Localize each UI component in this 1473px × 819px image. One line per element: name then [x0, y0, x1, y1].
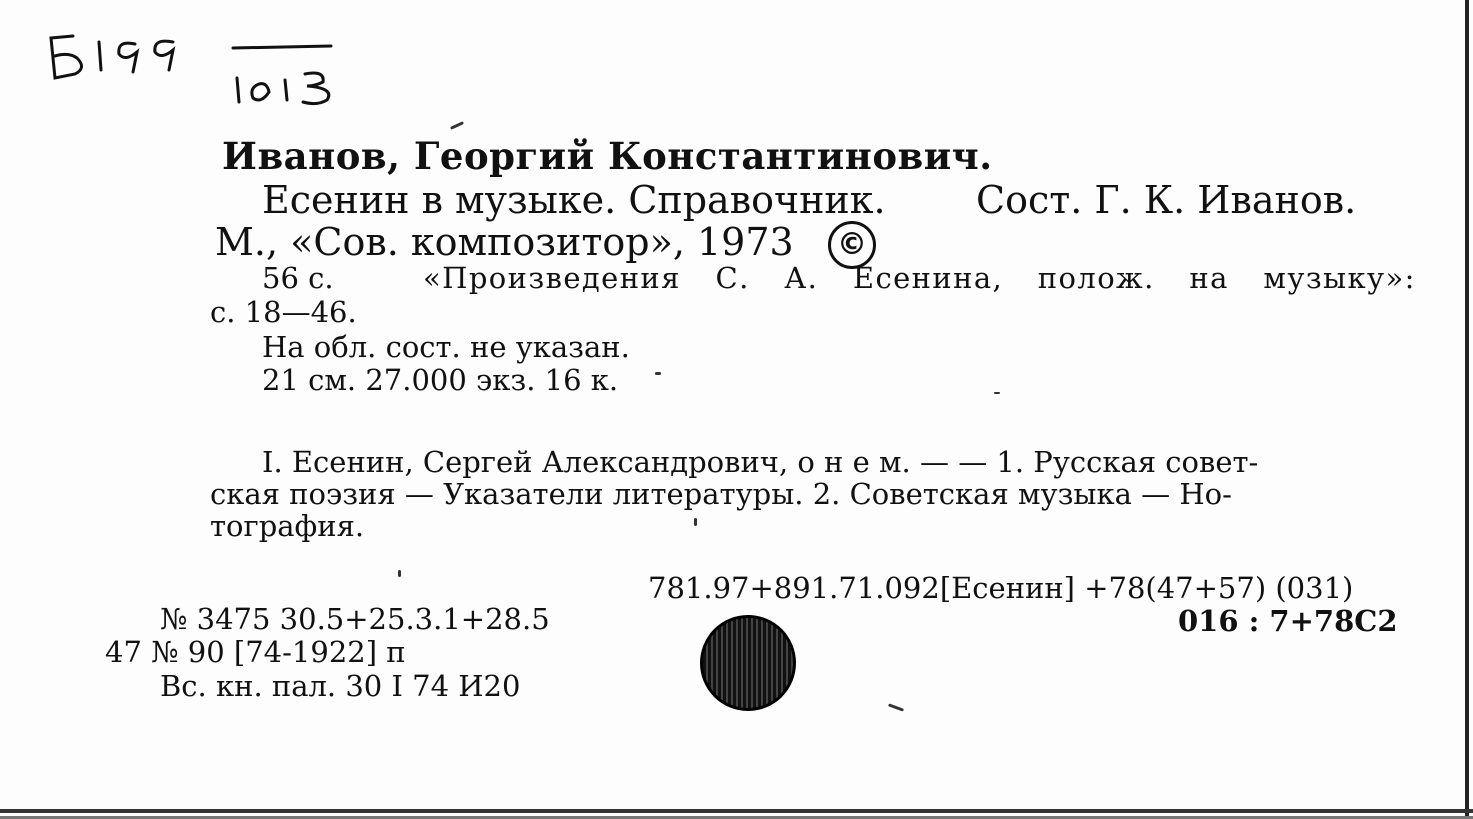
copyright-icon: © — [828, 221, 876, 269]
ink-speck — [398, 570, 401, 577]
ink-speck — [450, 121, 464, 130]
cover-note: На обл. сост. не указан. — [262, 330, 630, 364]
udc-code: 781.97+891.71.092[Есенин] +78(47+57) (031) — [648, 571, 1354, 605]
punch-hole — [700, 615, 796, 711]
compiler: Сост. Г. К. Иванов. — [976, 178, 1357, 222]
bbk-code: 016 : 7+78С2 — [1178, 604, 1398, 638]
subject-line-3: тография. — [210, 509, 365, 543]
book-title: Есенин в музыке. Справочник. — [262, 178, 886, 222]
registry-number: 47 № 90 [74-1922] п — [105, 635, 406, 669]
publisher-line: М., «Сов. композитор», 1973 — [215, 220, 794, 264]
ink-speck — [994, 392, 1000, 394]
works-pages: с. 18—46. — [210, 295, 357, 329]
card-edge-bottom — [0, 809, 1473, 813]
book-chamber-line: Вс. кн. пал. 30 I 74 И20 — [160, 669, 521, 703]
handwritten-shelfmark — [45, 30, 355, 110]
subject-line-2: ская поэзия — Указатели литературы. 2. Советская музыка — Но- — [210, 477, 1232, 511]
ink-speck — [655, 372, 661, 375]
subject-line-1: I. Есенин, Сергей Александрович, о н е м. — — 1. Русская совет- — [262, 445, 1259, 479]
record-number: № 3475 30.5+25.3.1+28.5 — [160, 602, 550, 636]
works-note: «Произведения С. А. Есенина, полож. на музыку»: — [423, 261, 1416, 295]
author-heading: Иванов, Георгий Константинович. — [222, 134, 993, 178]
card-edge-right — [1465, 0, 1469, 819]
ink-speck — [888, 703, 904, 711]
page-count: 56 с. — [262, 261, 334, 295]
format-line: 21 см. 27.000 экз. 16 к. — [262, 363, 619, 397]
ink-speck — [694, 518, 697, 526]
